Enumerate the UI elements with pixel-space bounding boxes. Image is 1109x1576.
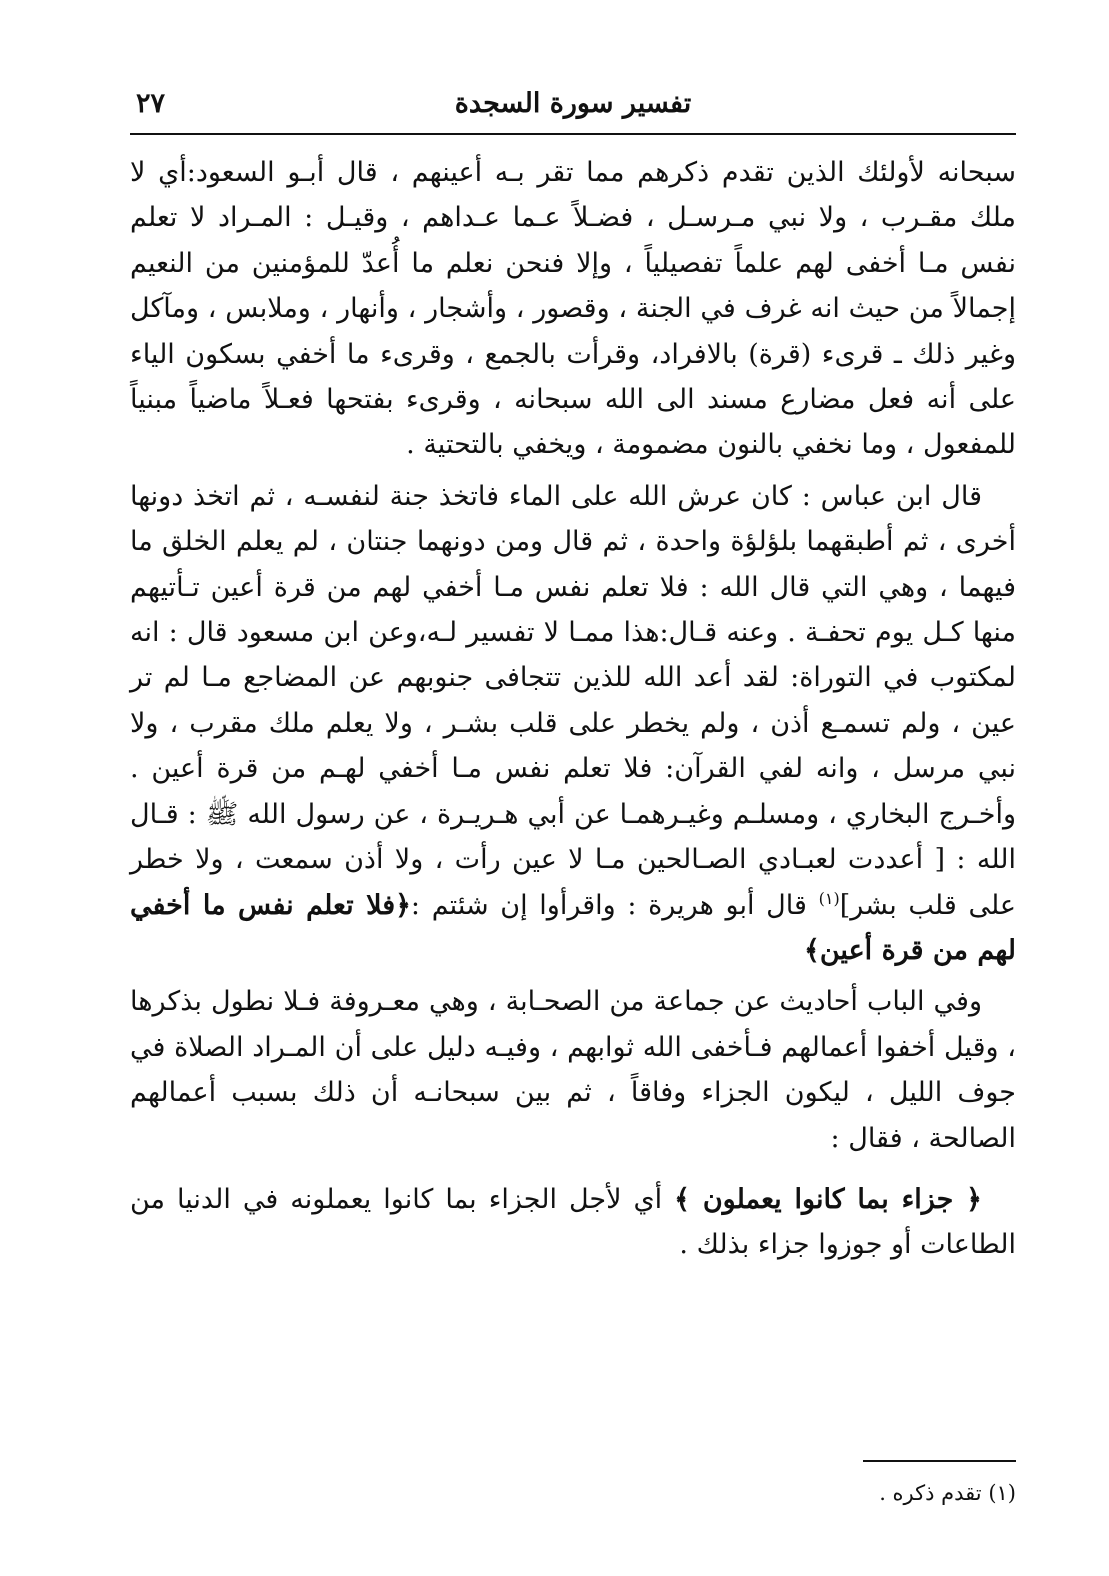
- footnote: (١) تقدم ذكره .: [879, 1481, 1016, 1505]
- body-text: [130, 150, 1016, 1268]
- page-title: تفسير سورة السجدة: [454, 88, 692, 119]
- paragraph-4: [130, 1177, 1016, 1268]
- footnote-divider: [863, 1460, 1016, 1462]
- footnote-reference: (١): [818, 888, 840, 908]
- paragraph-2: [130, 474, 1016, 973]
- paragraph-2-text: قال ابن عباس : كان عرش الله على الماء فاتخذ جنة لنفسـه ، ثم اتخذ دونها أخرى ، ثم أطبقهما بلؤلؤة واحدة ، ثم قال ومن دونهما جنتان ، لم يعلم الخلق ما فيهما ، وهي التي قال الله : فلا تعلم نفس مـا أخفي لهم من قرة أعين تـأتيهم منها كـل يوم تحفـة . وعنه قـال:هذا ممـا لا تفسير لـه،وعن ابن مسعود قال : انه لمكتوب في التوراة: لقد أعد الله للذين تتجافى جنوبهم عن المضاجع مـا لم تر عين ، ولم تسمـع أذن ، ولم يخطر على قلب بشـر ، ولا يعلم ملك مقرب ، ولا نبي مرسل ، وانه لفي القرآن: فلا تعلم نفس مـا أخفي لهـم من قرة أعين . وأخـرج البخاري ، ومسلـم وغيـرهمـا عن أبي هـريـرة ، عن رسول الله ﷺ : قـال الله : [ أعددت لعبـادي الصـالحين مـا لا عين رأت ، ولا أذن سمعت ، ولا خطر على قلب بشر]: [130, 480, 1016, 921]
- page-header: [130, 84, 1016, 132]
- header-divider: [130, 133, 1016, 135]
- paragraph-1: سبحانه لأولئك الذين تقدم ذكرهم مما تقر بـه أعينهم ، قال أبـو السعود:أي لا ملك مقـرب ، ولا نبي مـرسـل ، فضـلاً عـما عـداهم ، وقيـل : المـراد لا تعلم نفس مـا أخفى لهم علماً تفصيلياً ، وإلا فنحن نعلم ما أُعدّ للمؤمنين من النعيم إجمالاً من حيث انه غرف في الجنة ، وقصور ، وأشجار ، وأنهار ، وملابس ، ومآكل وغير ذلك ـ قرىء (قرة) بالافراد، وقرأت بالجمع ، وقرىء ما أخفي بسكون الياء على أنه فعل مضارع مسند الى الله سبحانه ، وقرىء بفتحها فعـلاً ماضياً مبنياً للمفعول ، وما نخفي بالنون مضمومة ، ويخفي بالتحتية .: [130, 157, 1016, 461]
- paragraph-2-continuation: قال أبو هريرة : واقرأوا إن شئتم :: [410, 889, 819, 921]
- paragraph-4-text: أي لأجل الجزاء بما كانوا يعملونه في الدنيا من الطاعات أو جوزوا جزاء بذلك .: [130, 1183, 1016, 1261]
- quran-verse-heading: ﴿ جزاء بما كانوا يعملون ﴾: [674, 1183, 982, 1215]
- quran-verse-quote: ﴿فلا تعلم نفس ما أخفي لهم من قرة أعين﴾: [130, 889, 1016, 966]
- page-number: ٢٧: [136, 88, 166, 119]
- paragraph-3: وفي الباب أحاديث عن جماعة من الصحـابة ، وهي معـروفة فـلا نطول بذكرها ، وقيل أخفوا أعمالهم فـأخفى الله ثوابهم ، وفيـه دليل على أن المـراد الصلاة في جوف الليل ، ليكون الجزاء وفاقاً ، ثم بين سبحانـه أن ذلك بسبب أعمالهم الصالحة ، فقال :: [130, 986, 1016, 1154]
